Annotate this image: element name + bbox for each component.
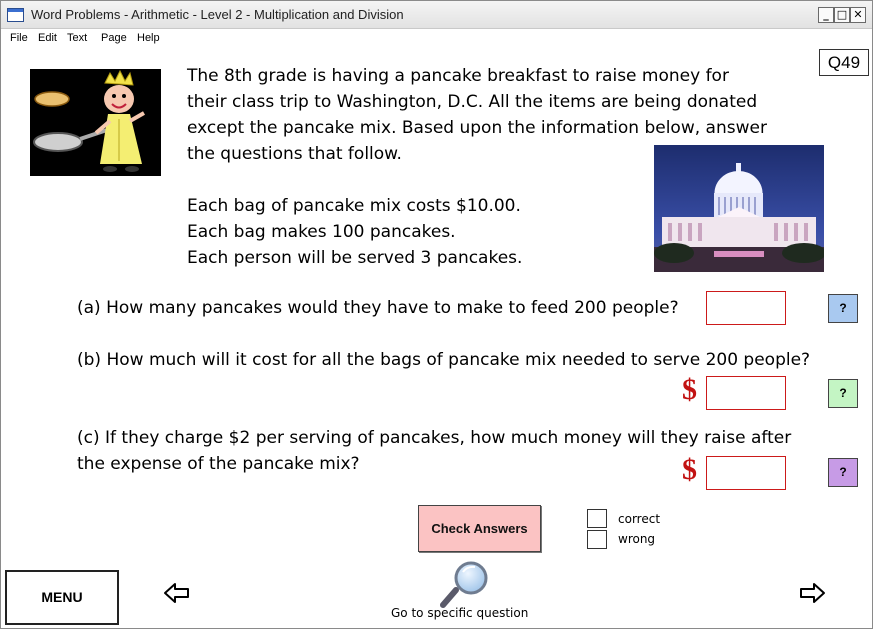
question-a: (a) How many pancakes would they have to make to feed 200 people? [77,298,679,318]
left-arrow-icon[interactable] [162,579,192,607]
story-line: Each bag makes 100 pancakes. [187,222,456,242]
hint-c-button[interactable]: ? [828,458,858,487]
wrong-checkbox [587,530,607,549]
hint-b-button[interactable]: ? [828,379,858,408]
question-c-line1: (c) If they charge $2 per serving of pancakes, how much money will they raise after [77,428,792,448]
story-line: the questions that follow. [187,144,402,164]
right-arrow-icon[interactable] [797,579,827,607]
story-line: except the pancake mix. Based upon the information below, answer [187,118,767,138]
menu-text[interactable]: Text [67,32,88,44]
wrong-label: wrong [618,532,656,546]
dollar-sign-c: $ [682,453,697,486]
question-c-line2: the expense of the pancake mix? [77,454,360,474]
magnifier-icon[interactable] [439,560,495,608]
story-line: their class trip to Washington, D.C. All the items are being donated [187,92,758,112]
menu-page[interactable]: Page [101,32,127,44]
menu-bar [1,29,872,49]
story-line: Each bag of pancake mix costs $10.00. [187,196,521,216]
answer-b-input[interactable] [706,376,786,410]
answer-c-input[interactable] [706,456,786,490]
menu-file[interactable]: File [10,32,28,44]
window-title: Word Problems - Arithmetic - Level 2 - Multiplication and Division [31,7,404,22]
maximize-button[interactable]: □ [834,7,850,23]
minimize-button[interactable]: _ [818,7,834,23]
title-bar [1,1,872,29]
correct-label: correct [618,512,661,526]
close-button[interactable]: ✕ [850,7,866,23]
hint-a-button[interactable]: ? [828,294,858,323]
menu-help[interactable]: Help [137,32,160,44]
question-number: Q49 [819,49,869,76]
app-icon [7,8,24,22]
check-answers-button[interactable]: Check Answers [418,505,541,552]
correct-checkbox [587,509,607,528]
goto-question-link[interactable]: Go to specific question [391,606,529,620]
menu-button[interactable]: MENU [5,570,119,625]
chef-illustration [30,69,161,176]
dollar-sign-b: $ [682,373,697,406]
menu-edit[interactable]: Edit [38,32,57,44]
question-b: (b) How much will it cost for all the bags of pancake mix needed to serve 200 people? [77,350,811,370]
story-line: Each person will be served 3 pancakes. [187,248,523,268]
capitol-photo [654,145,824,272]
story-line: The 8th grade is having a pancake breakfast to raise money for [187,66,729,86]
answer-a-input[interactable] [706,291,786,325]
